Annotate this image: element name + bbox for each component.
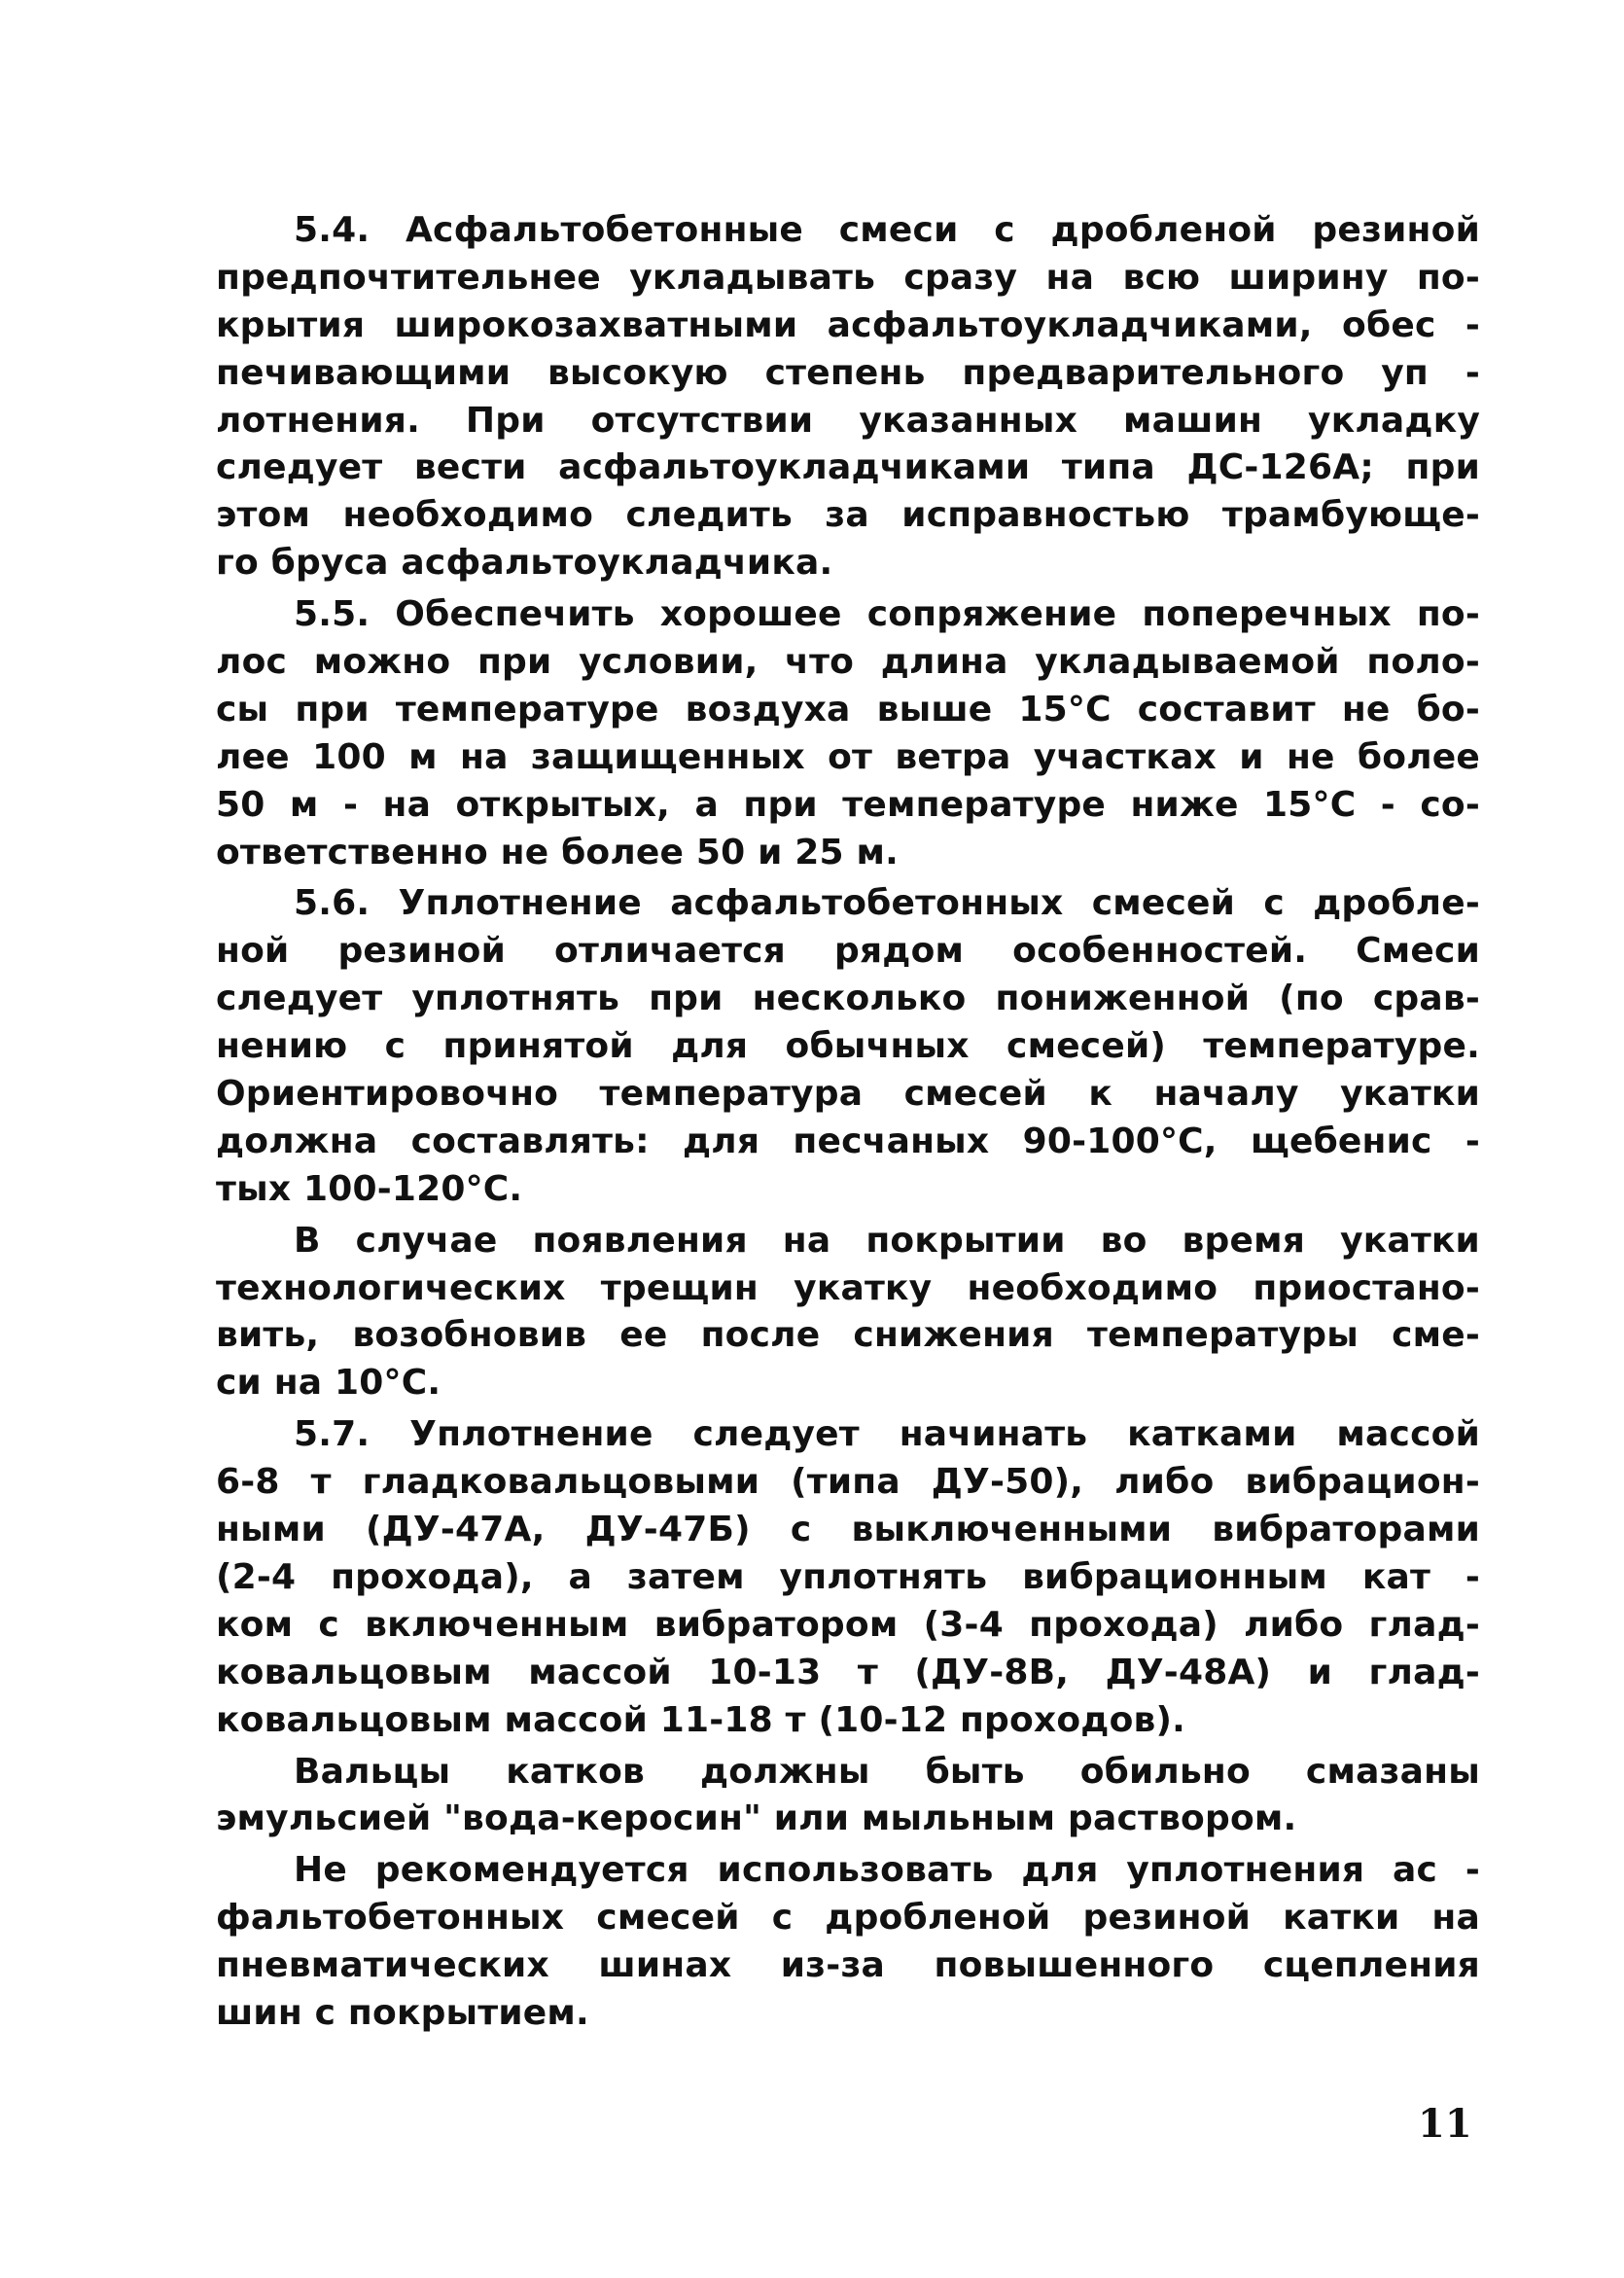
- text-line: лотнения. При отсутствии указанных машин укладку: [216, 400, 1480, 441]
- text-line: тых 100-120°С.: [216, 1168, 523, 1209]
- paragraph: [216, 591, 1480, 876]
- text-line: 5.4. Асфальтобетонные смеси с дробленой резиной: [294, 210, 1480, 250]
- paragraph: [216, 207, 1480, 587]
- text-line: ными (ДУ-47А, ДУ-47Б) с выключенными вибраторами: [216, 1510, 1480, 1550]
- text-line: 5.7. Уплотнение следует начинать катками массой: [294, 1414, 1480, 1455]
- text-line: ответственно не более 50 и 25 м.: [216, 832, 900, 872]
- text-line: эмульсией "вода-керосин" или мыльным раствором.: [216, 1798, 1297, 1839]
- text-line: вить, возобновив ее после снижения температуры сме-: [216, 1315, 1480, 1356]
- paragraph: [216, 1411, 1480, 1744]
- text-line: лос можно при условии, что длина укладываемой поло-: [216, 642, 1480, 683]
- text-line: 5.6. Уплотнение асфальтобетонных смесей с дробле-: [294, 883, 1480, 924]
- text-line: В случае появления на покрытии во время укатки: [294, 1220, 1480, 1261]
- text-line: этом необходимо следить за исправностью трамбующе-: [216, 495, 1480, 536]
- text-line: го бруса асфальтоукладчика.: [216, 543, 833, 584]
- text-line: сы при температуре воздуха выше 15°С составит не бо-: [216, 689, 1480, 730]
- text-line: ковальцовым массой 10-13 т (ДУ-8В, ДУ-48А) и глад-: [216, 1652, 1480, 1692]
- text-line: си на 10°С.: [216, 1363, 441, 1404]
- text-line: пневматических шинах из-за повышенного сцепления: [216, 1945, 1480, 1986]
- text-line: ковальцовым массой 11-18 т (10-12 проходов).: [216, 1699, 1186, 1740]
- paragraph: [216, 1749, 1480, 1844]
- text-line: технологических трещин укатку необходимо приостано-: [216, 1267, 1480, 1308]
- text-line: 6-8 т гладковальцовыми (типа ДУ-50), либо вибрацион-: [216, 1462, 1480, 1503]
- body-text: [216, 207, 1480, 2038]
- paragraph: [216, 1847, 1480, 2038]
- text-line: нению с принятой для обычных смесей) температуре.: [216, 1026, 1480, 1067]
- text-line: печивающими высокую степень предварительного уп -: [216, 352, 1480, 393]
- text-line: следует уплотнять при несколько пониженной (по срав-: [216, 979, 1480, 1019]
- text-line: Вальцы катков должны быть обильно смазаны: [294, 1751, 1480, 1792]
- text-line: фальтобетонных смесей с дробленой резиной катки на: [216, 1898, 1480, 1939]
- text-line: ной резиной отличается рядом особенностей. Смеси: [216, 931, 1480, 972]
- text-line: следует вести асфальтоукладчиками типа ДС-126А; при: [216, 447, 1480, 488]
- paragraph: [216, 1218, 1480, 1408]
- text-line: предпочтительнее укладывать сразу на всю ширину по-: [216, 257, 1480, 298]
- page-number: 11: [1418, 2101, 1472, 2147]
- text-line: Не рекомендуется использовать для уплотнения ас -: [294, 1850, 1480, 1891]
- paragraph: [216, 880, 1480, 1213]
- text-line: крытия широкозахватными асфальтоукладчиками, обес -: [216, 304, 1480, 345]
- text-line: шин с покрытием.: [216, 1992, 589, 2033]
- text-line: (2-4 прохода), а затем уплотнять вибрационным кат -: [216, 1556, 1480, 1597]
- text-line: Ориентировочно температура смесей к началу укатки: [216, 1074, 1480, 1115]
- text-line: ком с включенным вибратором (3-4 прохода) либо глад-: [216, 1604, 1480, 1645]
- text-line: 5.5. Обеспечить хорошее сопряжение поперечных по-: [294, 594, 1480, 635]
- text-line: лее 100 м на защищенных от ветра участках и не более: [216, 736, 1480, 777]
- text-line: 50 м - на открытых, а при температуре ниже 15°С - со-: [216, 784, 1480, 825]
- text-line: должна составлять: для песчаных 90-100°С, щебенис -: [216, 1121, 1480, 1161]
